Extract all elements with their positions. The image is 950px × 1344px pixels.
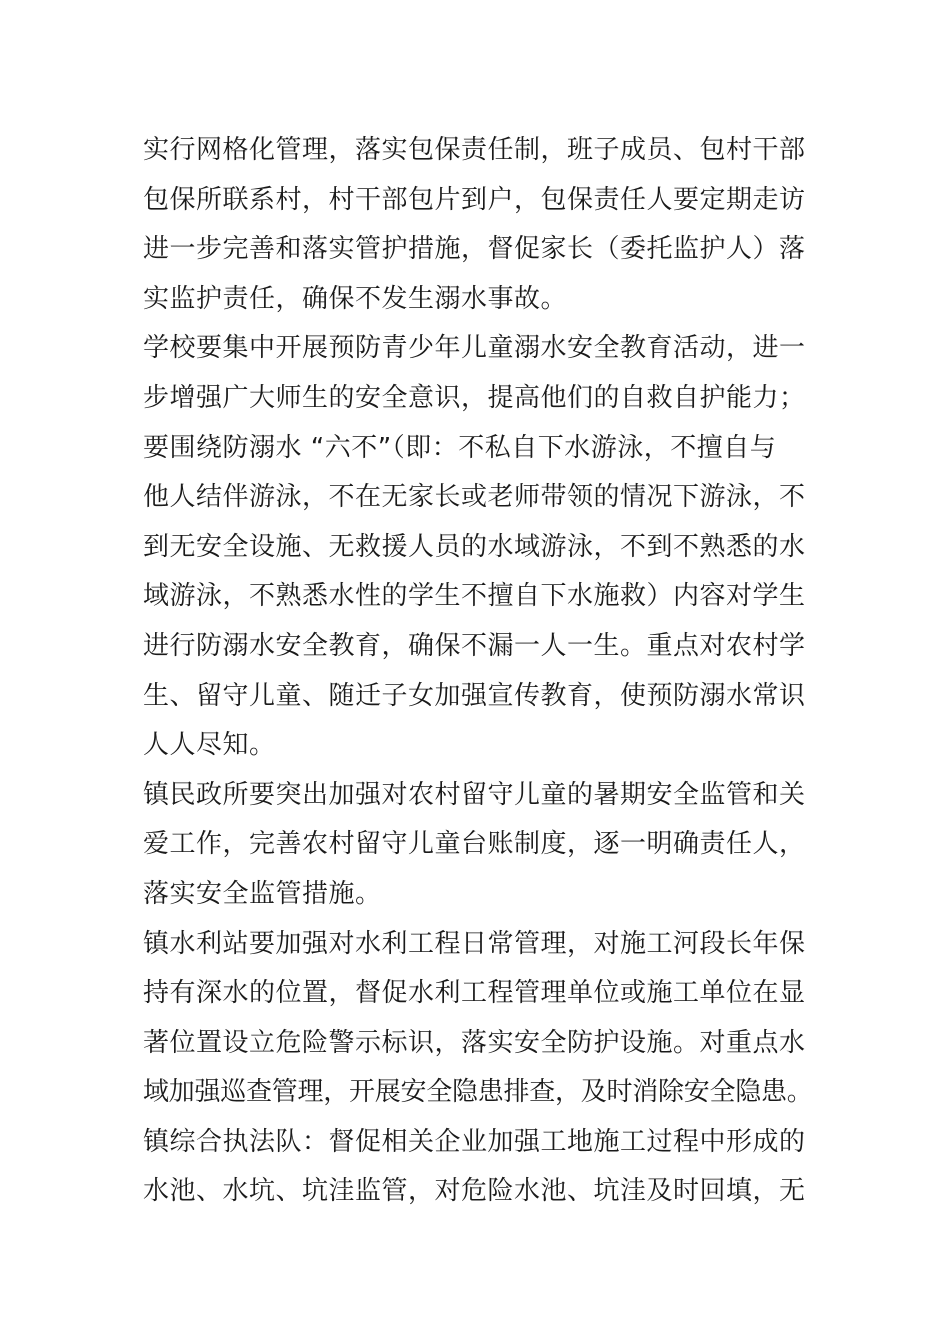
- text-line: 实监护责任，确保不发生溺水事故。: [143, 283, 568, 314]
- text-line: 进行防溺水安全教育，确保不漏一人一生。重点对农村学: [143, 630, 806, 661]
- text-line: 生、留守儿童、随迁子女加强宣传教育，使预防溺水常识: [143, 680, 806, 711]
- text-line: 进一步完善和落实管护措施，督促家长（委托监护人）落: [143, 234, 806, 265]
- text-line: 人人尽知。: [143, 730, 276, 761]
- text-line: 镇民政所要突出加强对农村留守儿童的暑期安全监管和关: [143, 779, 806, 810]
- text-line: 步增强广大师生的安全意识，提高他们的自救自护能力；: [143, 382, 806, 413]
- text-line: 持有深水的位置，督促水利工程管理单位或施工单位在显: [143, 978, 806, 1009]
- text-line: 实行网格化管理，落实包保责任制，班子成员、包村干部: [143, 135, 806, 165]
- text-line: 包保所联系村，村干部包片到户，包保责任人要定期走访: [143, 184, 806, 215]
- text-line: 他人结伴游泳，不在无家长或老师带领的情况下游泳，不: [143, 482, 806, 513]
- text-line: 要围绕防溺水 “六不”（即：不私自下水游泳，不擅自与: [143, 432, 777, 463]
- text-line: 著位置设立危险警示标识，落实安全防护设施。对重点水: [143, 1027, 806, 1058]
- text-line: 域游泳，不熟悉水性的学生不擅自下水施救）内容对学生: [143, 581, 806, 612]
- text-line: 落实安全监管措施。: [143, 878, 382, 909]
- text-line: 域加强巡查管理，开展安全隐患排查，及时消除安全隐患。: [143, 1077, 813, 1108]
- text-line: 镇综合执法队：督促相关企业加强工地施工过程中形成的: [143, 1126, 806, 1157]
- document-body: [143, 126, 813, 1217]
- text-line: 爱工作，完善农村留守儿童台账制度，逐一明确责任人，: [143, 829, 806, 860]
- text-line: 学校要集中开展预防青少年儿童溺水安全教育活动，进一: [143, 333, 806, 364]
- text-line: 到无安全设施、无救援人员的水域游泳，不到不熟悉的水: [143, 531, 806, 562]
- text-line: 水池、水坑、坑洼监管，对危险水池、坑洼及时回填，无: [143, 1176, 806, 1207]
- text-line: 镇水利站要加强对水利工程日常管理，对施工河段长年保: [143, 928, 806, 959]
